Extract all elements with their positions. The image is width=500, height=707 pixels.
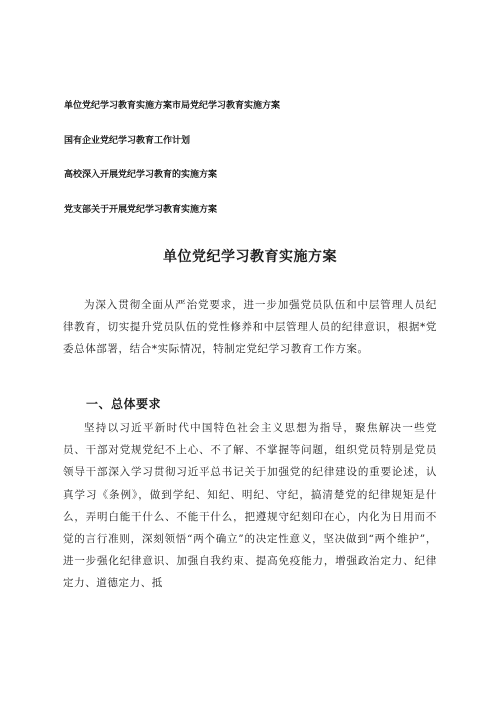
related-document-link[interactable]: 高校深入开展党纪学习教育的实施方案 (64, 170, 218, 180)
related-document-link[interactable]: 党支部关于开展党纪学习教育实施方案 (64, 204, 218, 215)
section-paragraph: 坚持以习近平新时代中国特色社会主义思想为指导，聚焦解决一些党员、干部对党规党纪不上心、不了解、不掌握等问题，组织党员特别是党员领导干部深入学习贯彻习近平总书记关于加强党的纪律建设的重要论述，认真学习《条例》，做到学纪、知纪、明纪、守纪，搞清楚党的纪律规矩是什么，弄明白能干什么、不能干什么，把遵规守纪刻印在心，内化为日用而不觉的言行准则，深刻领悟“两个确立”的决定性意义，坚决做到“两个维护”，进一步强化纪律意识、加强自我约束、提高免疫能力，增强政治定力、纪律定力、道德定力、抵 (63, 422, 437, 590)
section-heading: 一、总体要求 (86, 397, 162, 411)
related-documents-list (64, 100, 444, 238)
related-document-link[interactable]: 单位党纪学习教育实施方案市局党纪学习教育实施方案 (64, 101, 281, 111)
intro-paragraph: 为深入贯彻全面从严治党要求，进一步加强党员队伍和中层管理人员纪律教育，切实提升党员队伍的党性修养和中层管理人员的纪律意识，根据*党委总体部署，结合*实际情况，特制定党纪学习教育工作方案。 (63, 299, 437, 356)
document-title: 单位党纪学习教育实施方案 (163, 249, 337, 265)
related-document-link[interactable]: 国有企业党纪学习教育工作计划 (64, 135, 191, 146)
